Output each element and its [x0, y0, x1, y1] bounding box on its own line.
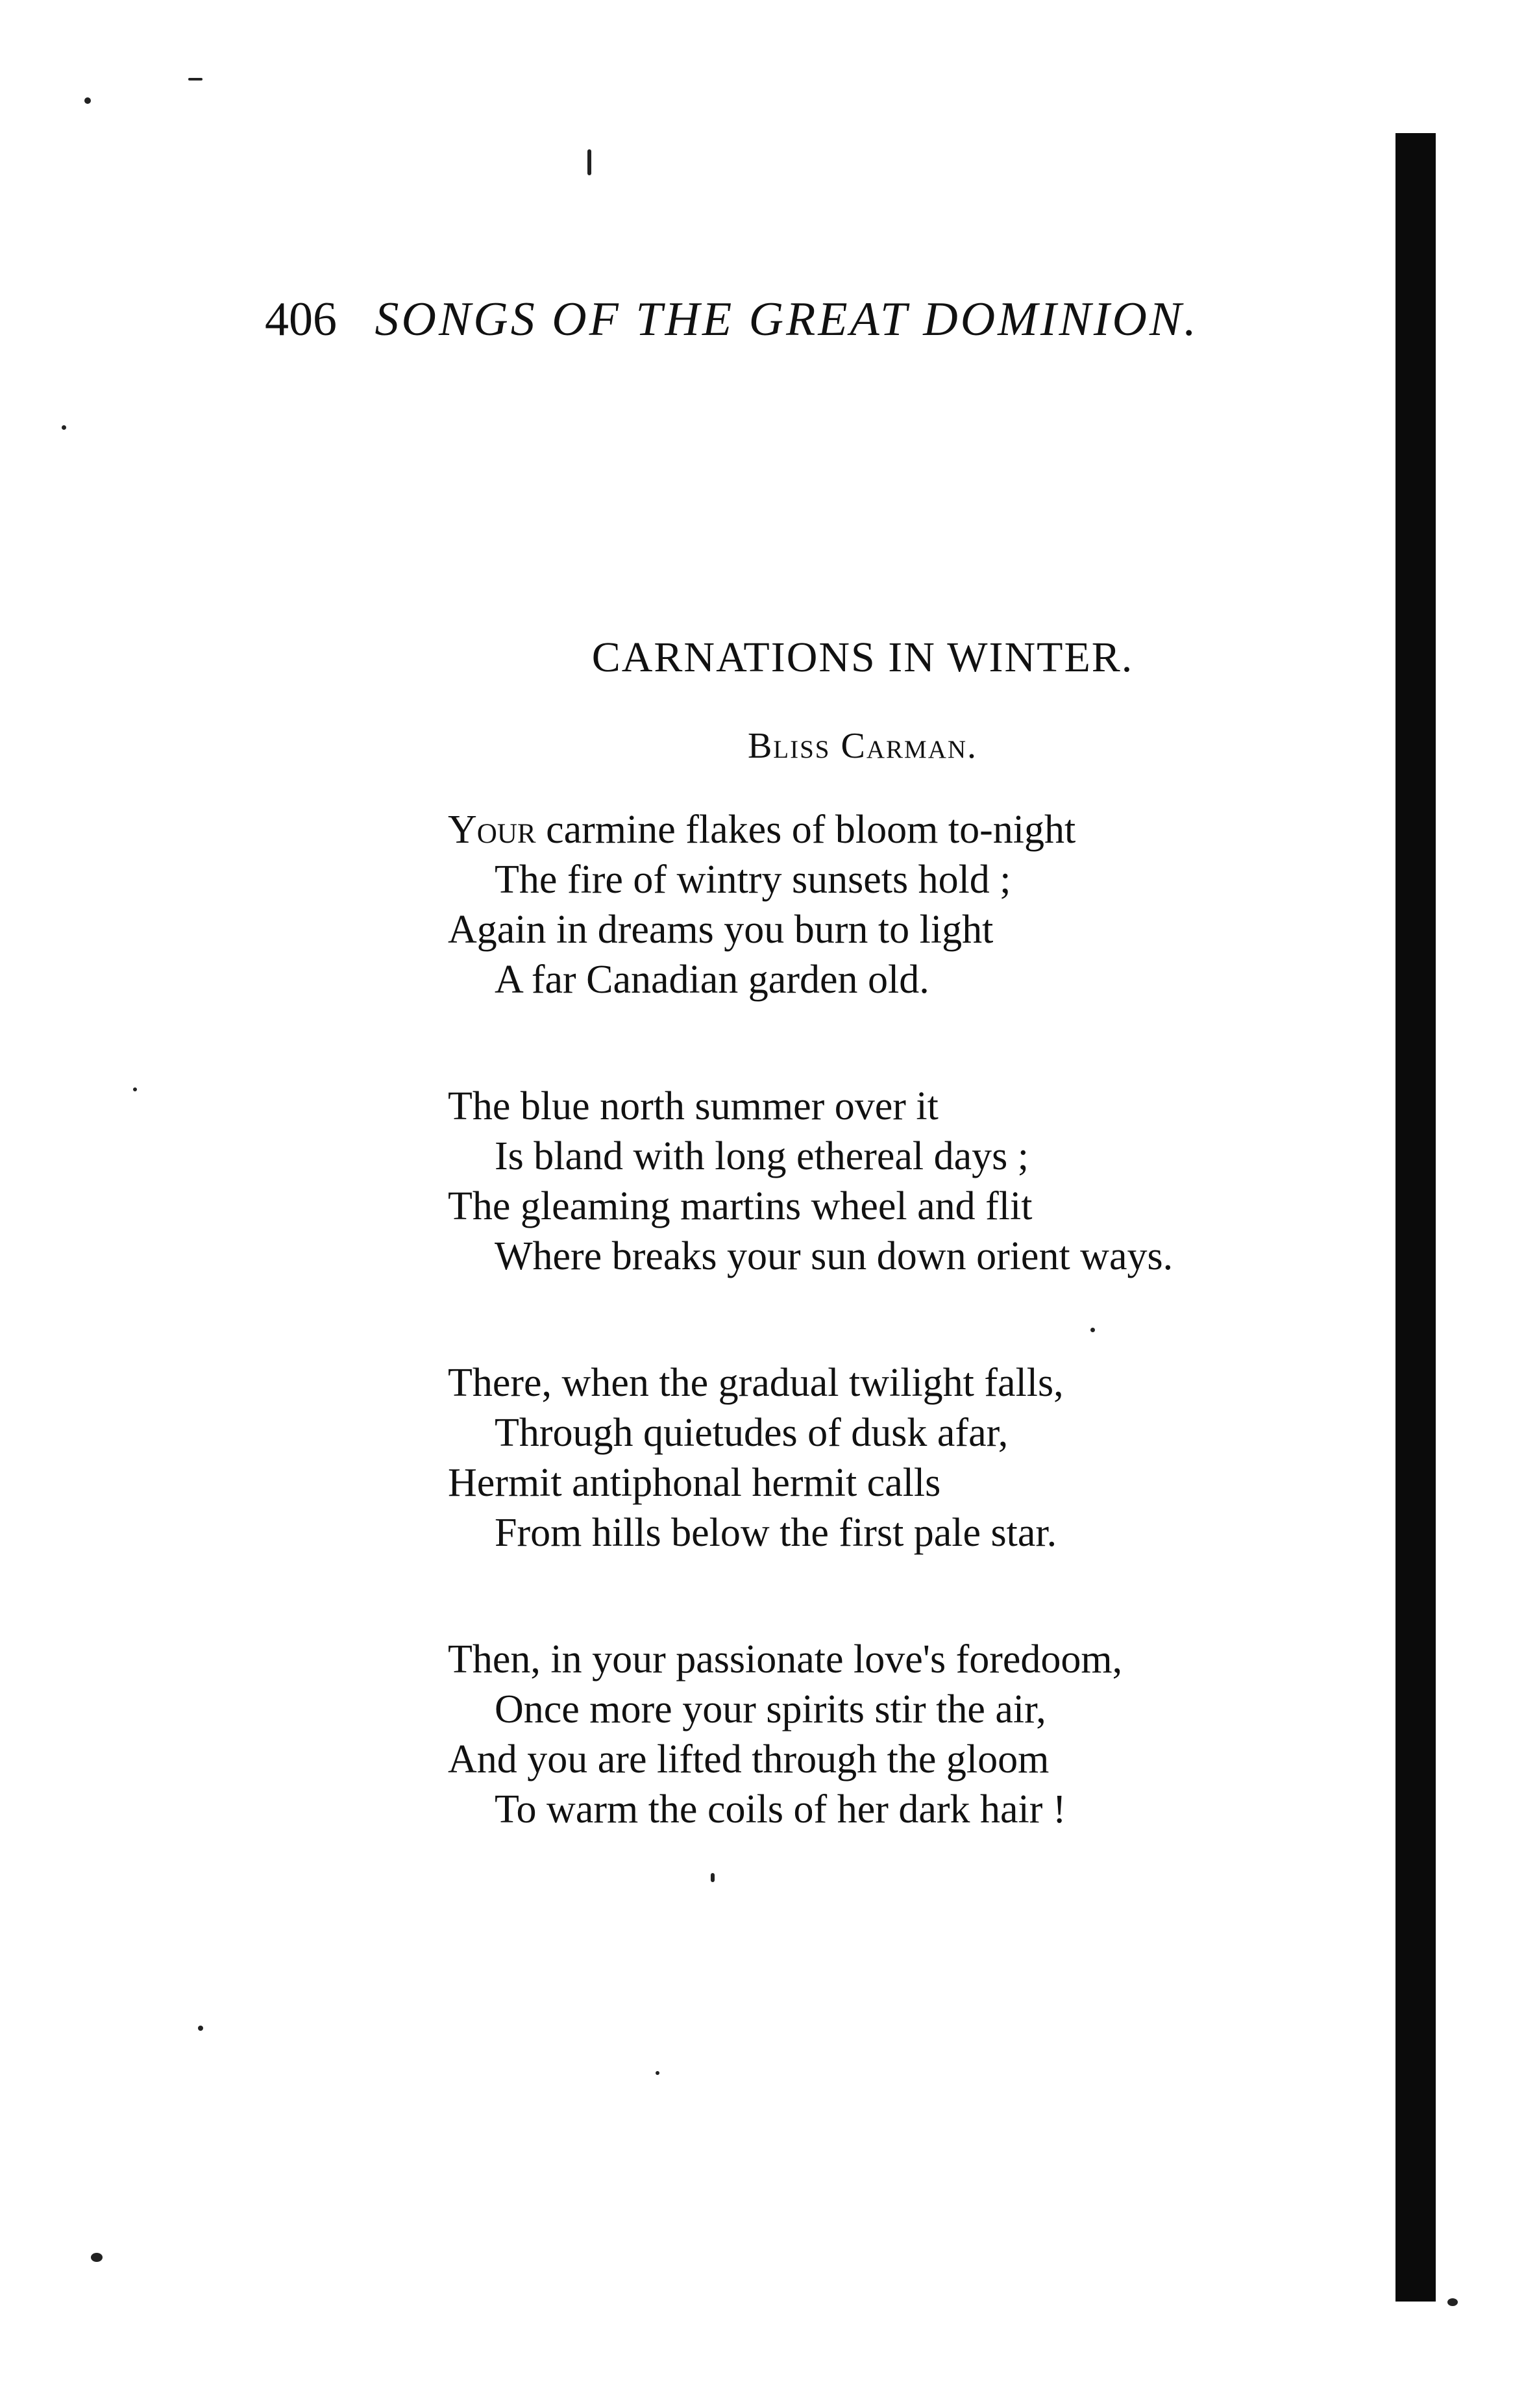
poem-line: To warm the coils of her dark hair !	[495, 1787, 1066, 1831]
stanza	[448, 1082, 1173, 1282]
stanza	[448, 1635, 1173, 1835]
poem-line: Hermit antiphonal hermit calls	[448, 1461, 941, 1505]
poem-line: The gleaming martins wheel and flit	[448, 1184, 1033, 1228]
running-header	[265, 292, 1199, 347]
scan-edge-bar	[1395, 133, 1436, 2302]
scan-speck	[711, 1873, 715, 1882]
scan-speck	[198, 2026, 203, 2031]
poem-line: Once more your spirits stir the air,	[495, 1687, 1046, 1732]
scan-speck	[1090, 1328, 1095, 1332]
poem-line	[448, 805, 1173, 855]
poem-line: Through quietudes of dusk afar,	[495, 1411, 1009, 1455]
poem-line: Is bland with long ethereal days ;	[495, 1134, 1029, 1178]
poem-author: Bliss Carman.	[747, 726, 978, 766]
running-title: SONGS OF THE GREAT DOMINION.	[375, 293, 1199, 346]
drop-word: Your	[448, 808, 536, 852]
scan-speck	[133, 1087, 137, 1091]
page-number: 406	[265, 293, 337, 346]
poem-title: CARNATIONS IN WINTER.	[591, 634, 1134, 681]
poem-line: From hills below the first pale star.	[495, 1511, 1057, 1555]
poem-line: Where breaks your sun down orient ways.	[495, 1234, 1174, 1278]
stanza	[448, 805, 1173, 1005]
scan-speck	[1447, 2298, 1458, 2306]
poem-line: A far Canadian garden old.	[495, 958, 929, 1002]
poem-line: Then, in your passionate love's foredoom,	[448, 1637, 1123, 1682]
poem-line: There, when the gradual twilight falls,	[448, 1361, 1064, 1405]
scan-speck	[84, 97, 91, 104]
poem-body	[448, 805, 1173, 1911]
poem-line: The blue north summer over it	[448, 1084, 939, 1128]
poem-line-text: carmine flakes of bloom to-night	[535, 808, 1076, 852]
scan-speck	[62, 425, 66, 430]
scan-speck	[188, 78, 203, 81]
poem-line: And you are lifted through the gloom	[448, 1737, 1050, 1781]
poem-line: Again in dreams you burn to light	[448, 908, 994, 952]
scan-speck	[587, 149, 591, 175]
stanza	[448, 1358, 1173, 1558]
scan-speck	[656, 2071, 659, 2075]
scan-speck	[91, 2253, 103, 2262]
poem-line: The fire of wintry sunsets hold ;	[495, 858, 1011, 902]
